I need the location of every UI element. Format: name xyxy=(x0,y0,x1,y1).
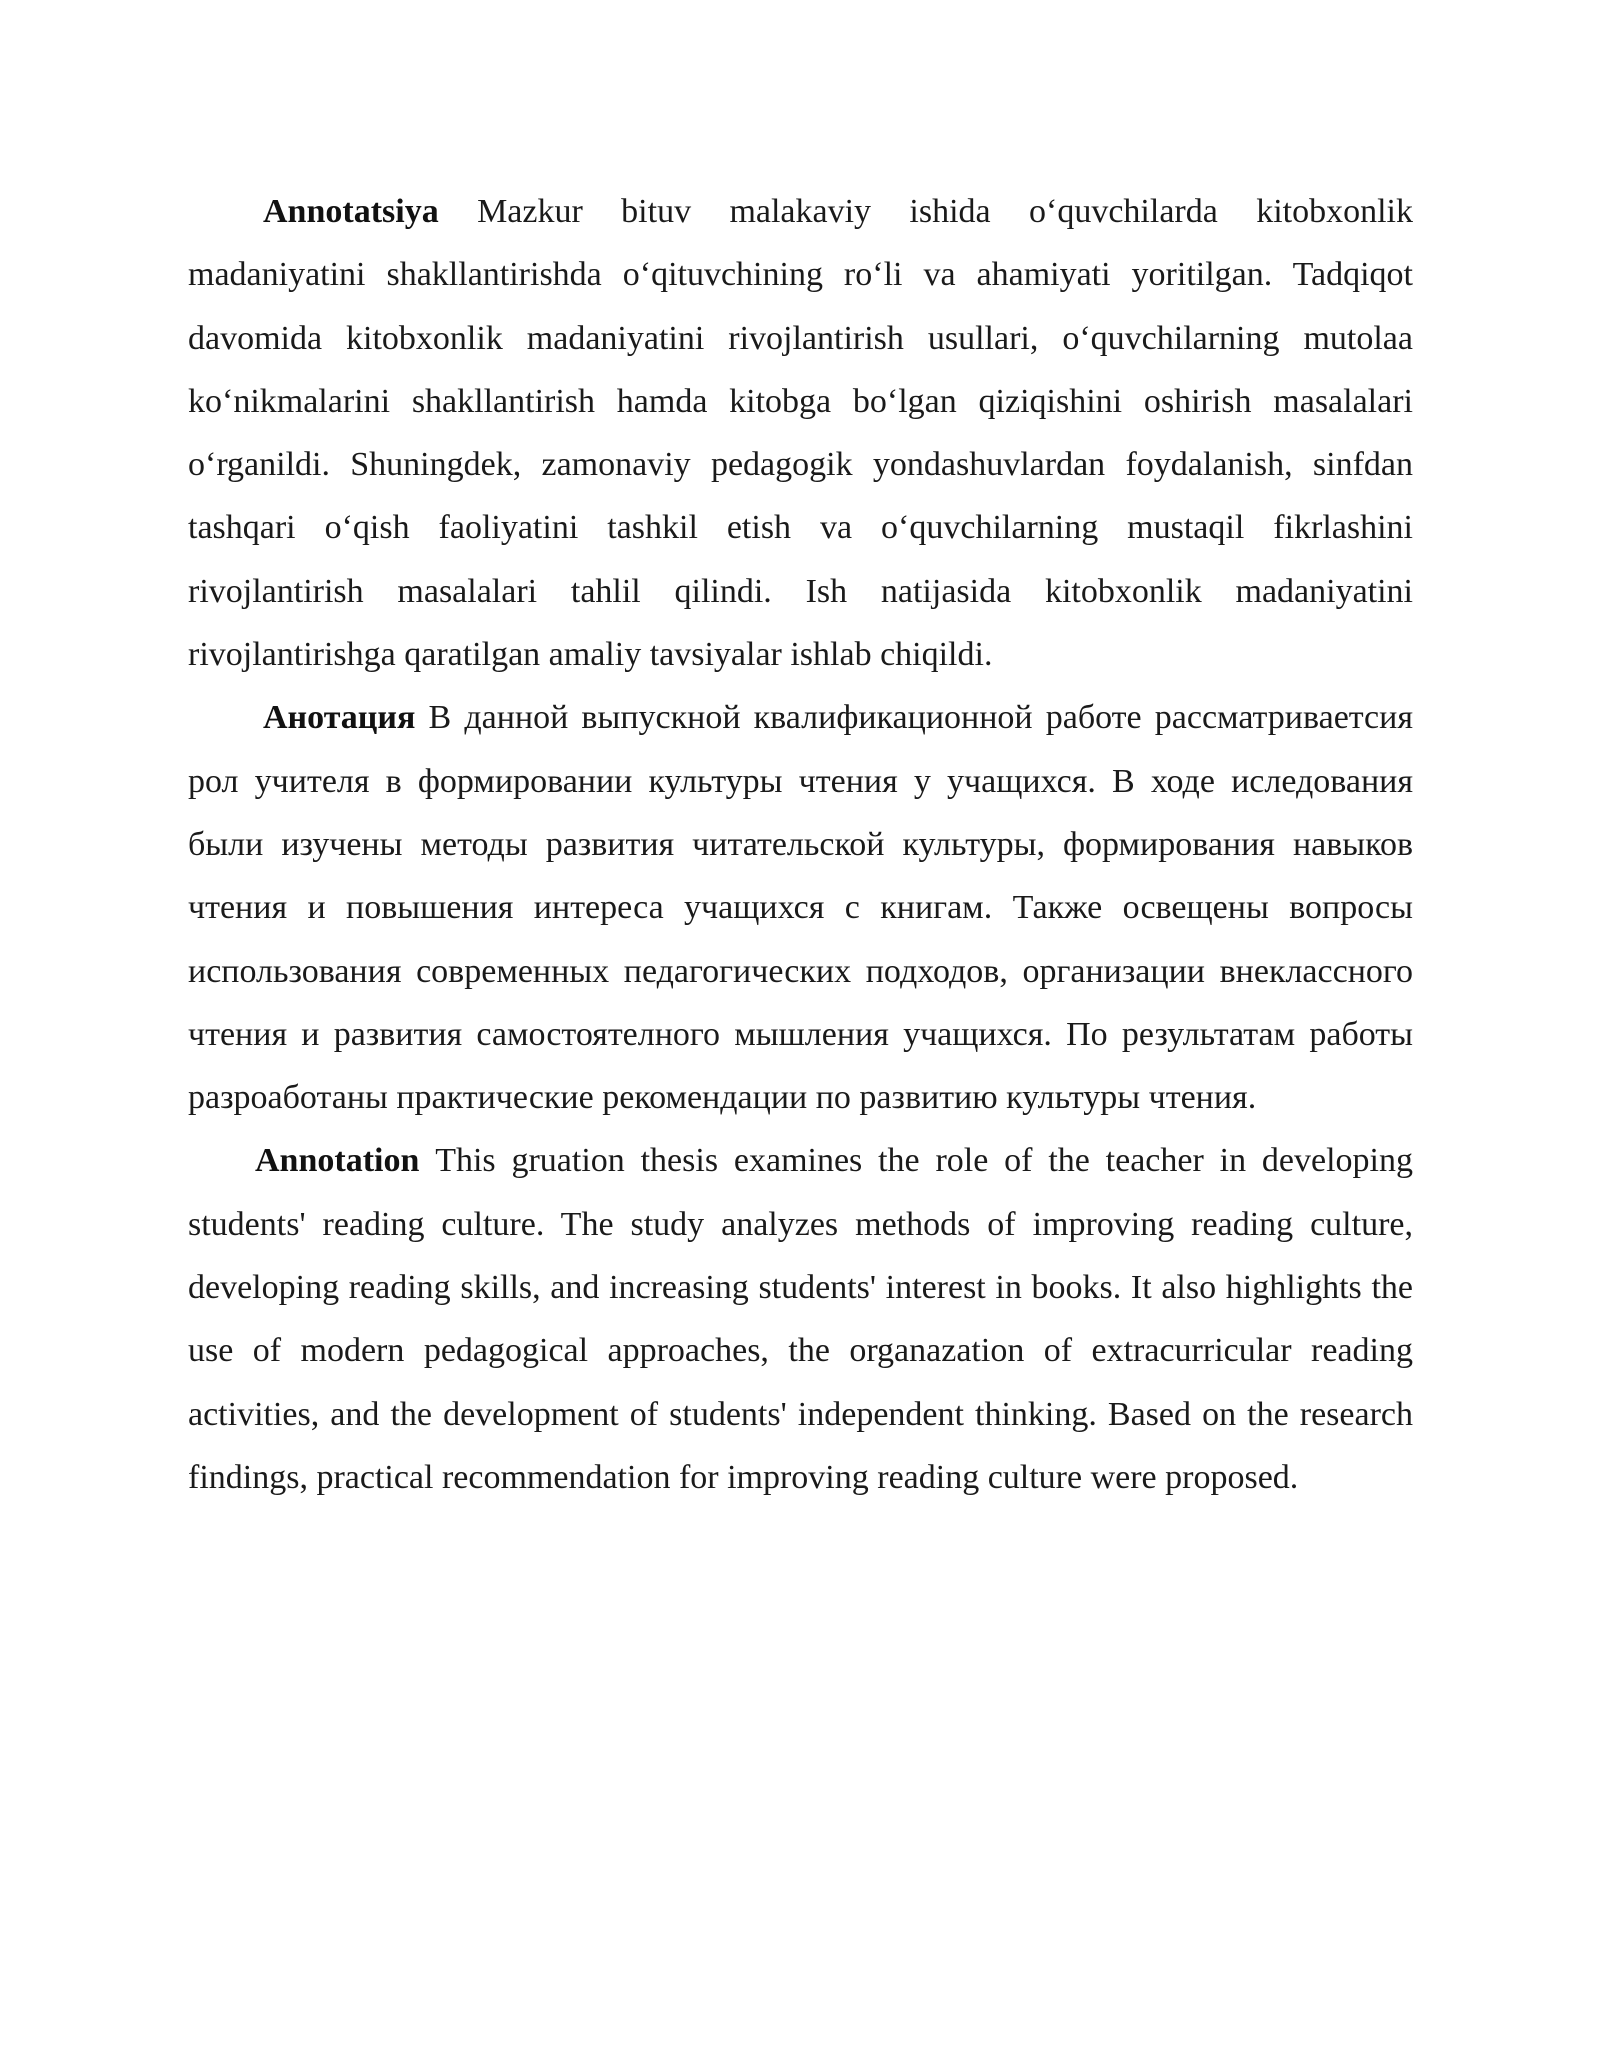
annotation-heading-uzbek: Annotatsiya xyxy=(263,193,478,230)
annotation-body xyxy=(188,180,1413,1509)
annotation-heading-russian: Анотация xyxy=(263,699,429,737)
annotation-heading-english: Annotation xyxy=(255,1142,436,1180)
annotation-paragraph-uzbek xyxy=(188,180,1413,686)
annotation-text-english: This gruation thesis examines the role of the teacher in developing students' reading culture. The study analyzes methods of improving reading culture, developing reading skills, and increasing students' interest in books. It also highlights the use of modern pedagogical approaches, the organazation of extracurricular reading activities, and the development of students' independent thinking. Based on the research findings, practical recommendation for improving reading culture were proposed. xyxy=(188,1142,1413,1496)
annotation-text-uzbek: Mazkur bituv malakaviy ishida o‘quvchilarda kitobxonlik madaniyatini shakllantirishda o‘qituvchining ro‘li va ahamiyati yoritilgan. Tadqiqot davomida kitobxonlik madaniyatini rivojlantirish usullari, o‘quvchilarning mutolaa ko‘nikmalarini shakllantirish hamda kitobga bo‘lgan qiziqishini oshirish masalalari o‘rganildi. Shuningdek, zamonaviy pedagogik yondashuvlardan foydalanish, sinfdan tashqari o‘qish faoliyatini tashkil etish va o‘quvchilarning mustaqil fikrlashini rivojlantirish masalalari tahlil qilindi. Ish natijasida kitobxonlik madaniyatini rivojlantirishga qaratilgan amaliy tavsiyalar ishlab chiqildi. xyxy=(188,193,1413,674)
annotation-paragraph-english xyxy=(188,1129,1413,1509)
annotation-paragraph-russian xyxy=(188,686,1413,1129)
annotation-text-russian: В данной выпускной квалификационной работе рассматриваетсия рол учителя в формировании культуры чтения у учащихся. В ходе иследования были изучены методы развития читательской культуры, формирования навыков чтения и повышения интереса учащихся с книгам. Также освещены вопросы использования современных педагогических подходов, организации внеклассного чтения и развития самостоятелного мышления учащихся. По результатам работы разроаботаны практические рекомендации по развитию культуры чтения. xyxy=(188,699,1413,1117)
